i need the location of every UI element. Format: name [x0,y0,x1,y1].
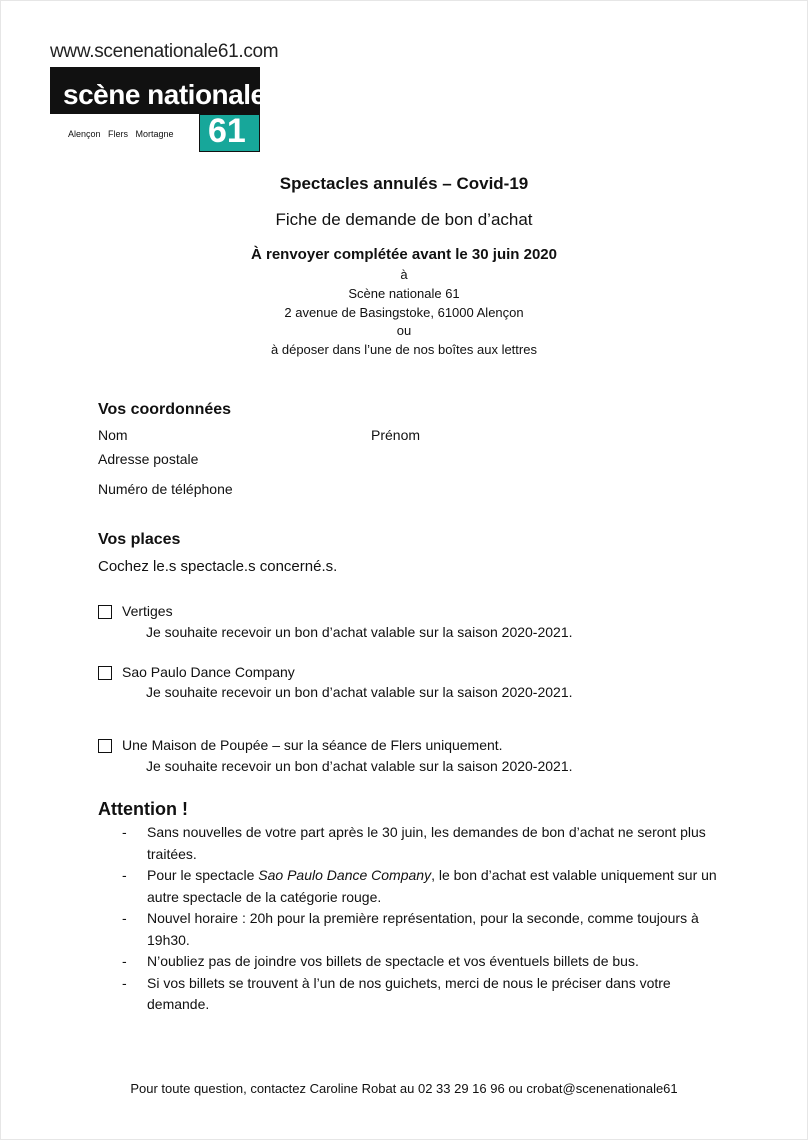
page-subtitle: Fiche de demande de bon d’achat [275,210,533,229]
note-text: Nouvel horaire : 20h pour la première représentation, pour la seconde, comme toujours à 19h30. [147,910,699,948]
logo-name: scène nationale [63,79,266,110]
checkbox-vertiges[interactable] [98,605,112,619]
show-sub-sao-paulo: Je souhaite recevoir un bon d’achat valable sur la saison 2020-2021. [146,684,573,700]
address-street: 2 avenue de Basingstoke, 61000 Alençon [284,305,524,320]
checkbox-sao-paulo[interactable] [98,666,112,680]
list-dash: - [122,824,127,840]
list-dash: - [122,953,127,969]
logo-number: 61 [208,112,246,150]
attention-list [122,822,722,1016]
deadline: À renvoyer complétée avant le 30 juin 2020 [251,246,557,263]
prenom-label: Prénom [371,427,421,443]
show-label-sao-paulo: Sao Paulo Dance Company [122,664,295,680]
note-show-name: Sao Paulo Dance Company [258,867,432,883]
note-text: , le bon d’achat est valable uniquement sur un autre spectacle de la catégorie rouge. [147,867,717,905]
address-or: ou [396,323,412,338]
list-dash: - [122,974,127,991]
note-text: Si vos billets se trouvent à l’un de nos guichets, merci de nous le préciser dans votre demande. [147,974,671,1012]
logo-cities-box [50,114,199,152]
logo-url: www.scenenationale61.com [50,41,279,62]
footer-contact: Pour toute question, contactez Caroline Robat au 02 33 29 16 96 ou crobat@scenenationale61 [130,1081,678,1096]
list-dash: - [122,867,127,883]
address-a: à [400,267,408,282]
note-text: Pour le spectacle [147,867,259,883]
list-dash: - [122,910,127,926]
address-org: Scène nationale 61 [348,286,460,301]
show-label-vertiges: Vertiges [122,603,173,619]
note-text: N’oubliez pas de joindre vos billets de spectacle et vos éventuels billets de bus. [147,953,639,969]
places-instruction: Cochez le.s spectacle.s concerné.s. [98,558,338,575]
adresse-label: Adresse postale [98,451,199,467]
places-title: Vos places [98,531,181,548]
show-sub-vertiges: Je souhaite recevoir un bon d’achat valable sur la saison 2020-2021. [146,624,573,640]
note-text: Sans nouvelles de votre part après le 30 juin, les demandes de bon d’achat ne seront plus traitées. [147,824,706,862]
coordonnees-title: Vos coordonnées [98,401,232,418]
nom-label: Nom [98,427,128,443]
telephone-label: Numéro de téléphone [98,481,233,497]
show-sub-maison-poupee: Je souhaite recevoir un bon d’achat valable sur la saison 2020-2021. [146,758,573,774]
show-label-maison-poupee: Une Maison de Poupée – sur la séance de Flers uniquement. [122,737,503,753]
address-drop: à déposer dans l’une de nos boîtes aux lettres [271,342,537,357]
list-item [122,822,722,865]
checkbox-maison-poupee[interactable] [98,739,112,753]
list-item [122,865,722,908]
attention-title: Attention ! [98,799,188,819]
list-item [122,908,722,951]
page-title: Spectacles annulés – Covid-19 [279,174,529,193]
logo-cities: Alençon Flers Mortagne [68,129,174,139]
list-item [122,973,722,1016]
list-item [122,951,722,973]
